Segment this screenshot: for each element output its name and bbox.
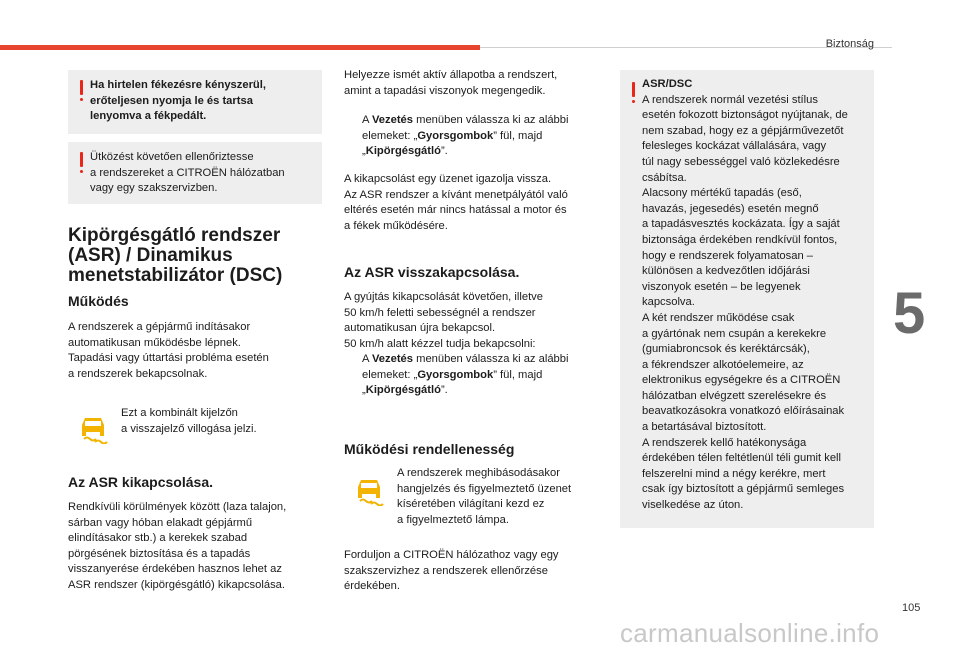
subheading-mukodes: Működés bbox=[68, 293, 129, 309]
warning-title: ASR/DSC bbox=[642, 78, 693, 90]
subheading-fault: Működési rendellenesség bbox=[344, 441, 515, 457]
paragraph-operation: A rendszerek a gépjármű indításakor automatikusan működésbe lépnek. Tapadási vagy úttartási probléma esetén a rendszerek bekapcsolnak. bbox=[68, 321, 269, 380]
paragraph-confirmation: A kikapcsolást egy üzenet igazolja vissza. Az ASR rendszer a kívánt menetpályától való eltérés esetén már nincs hatással a motor és a fékek működésére. bbox=[344, 173, 568, 232]
subheading-asr-off: Az ASR kikapcsolása. bbox=[68, 474, 213, 490]
fault-description: A rendszerek meghibásodásakor hangjelzés és figyelmeztető üzenet kíséretében világítani kezd ez a figyelmeztető lámpa. bbox=[397, 467, 572, 526]
section-title: Biztonság bbox=[825, 38, 874, 50]
watermark: carmanualsonline.info bbox=[620, 618, 880, 648]
warning-box-collision bbox=[68, 142, 322, 204]
step-enable: A Vezetés menüben válassza ki az alábbi elemeket: „Gyorsgombok” fül, majd „Kipörgésgátló”. bbox=[362, 353, 569, 397]
warning-line: a rendszereket a CITROËN hálózatban bbox=[90, 166, 285, 179]
subheading-asr-on: Az ASR visszakapcsolása. bbox=[344, 264, 520, 280]
warning-line: Ütközést követően ellenőriztesse bbox=[90, 151, 254, 163]
skid-warning-icon bbox=[76, 414, 110, 444]
indicator-description: Ezt a kombinált kijelzőn a visszajelző villogása jelzi. bbox=[121, 407, 257, 435]
warning-line: erőteljesen nyomja le és tartsa bbox=[90, 94, 253, 107]
paragraph-service: Forduljon a CITROËN hálózathoz vagy egy szakszervizhez a rendszerek ellenőrzése érdekében. bbox=[344, 549, 559, 593]
step-disable: A Vezetés menüben válassza ki az alábbi elemeket: „Gyorsgombok” fül, majd „Kipörgésgátló”. bbox=[362, 114, 569, 158]
page-number: 105 bbox=[902, 602, 921, 614]
paragraph-asr-on: A gyújtás kikapcsolását követően, illetve 50 km/h feletti sebességnél a rendszer automatikusan újra bekapcsol. 50 km/h alatt kézzel tudja bekapcsolni: bbox=[344, 291, 543, 350]
section-heading: Kipörgésgátló rendszer (ASR) / Dinamikus menetstabilizátor (DSC) bbox=[68, 225, 283, 286]
warning-box-braking bbox=[68, 70, 322, 134]
warning-line: lenyomva a fékpedált. bbox=[90, 110, 207, 123]
warning-box-asr-dsc: ASR/DSC A rendszerek normál vezetési stílus esetén fokozott biztonságot nyújtanak, de nem szabad, hogy ez a gépjárművezetőt felesleges kockázat vállalására, vagy túl nagy sebességgel való közlekedésre csábítsa. Alacsony mértékű tapadás (eső, havazás, jegesedés) esetén megnő a tapadásvesztés kockázata. Így a saját biztonsága érdekében rendkívül fontos, hogy e rendszerek folyamatosan – különösen a kedvezőtlen időjárási viszonyok esetén – be legyenek kapcsolva. A két rendszer működése csak a gyártónak nem csupán a kerekekre (gumiabroncsok és keréktárcsák), a fékrendszer alkotóelemeire, az elektronikus egységekre és a CITROËN hálózatban elvégzett szerelésekre és beavatkozásokra vonatkozó előírásainak a betartásával biztosított. A rendszerek kellő hatékonysága érdekében télen feltétlenül téli gumit kell felszerelni mind a négy kerékre, mert csak így biztosított a gépjármű semleges viselkedése az úton. bbox=[620, 70, 874, 528]
header-accent-bar bbox=[0, 45, 480, 50]
skid-warning-icon bbox=[352, 476, 386, 506]
chapter-number: 5 bbox=[893, 281, 926, 346]
warning-line: Ha hirtelen fékezésre kényszerül, bbox=[90, 79, 266, 91]
paragraph-asr-off: Rendkívüli körülmények között (laza talajon, sárban vagy hóban elakadt gépjármű elindításakor stb.) a kerekek szabad pörgésének biztosítása és a tapadás visszanyerése érdekében hasznos lehet az ASR rendszer (kipörgésgátló) kikapcsolása. bbox=[68, 501, 287, 591]
paragraph-reactivate: Helyezze ismét aktív állapotba a rendszert, amint a tapadási viszonyok megengedik. bbox=[344, 69, 558, 97]
warning-line: vagy egy szakszervizben. bbox=[90, 182, 218, 195]
